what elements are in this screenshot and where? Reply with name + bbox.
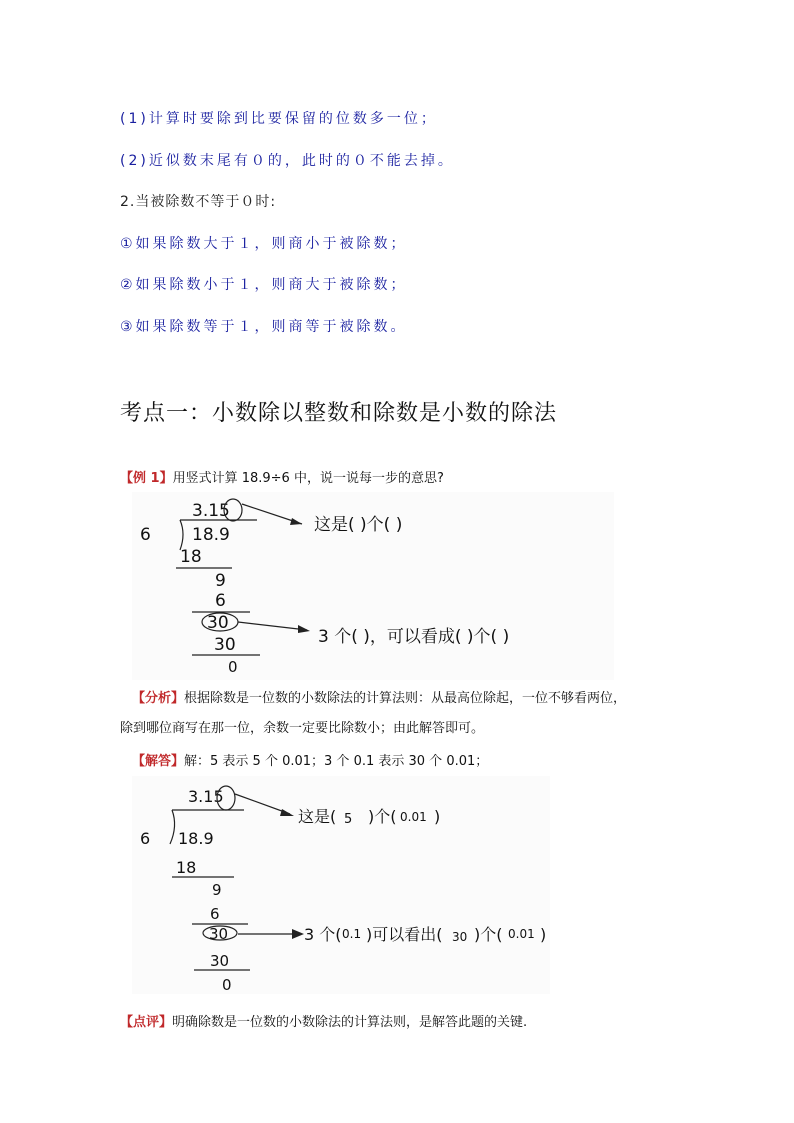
fig2-fill-01: 0.1 <box>342 927 362 941</box>
analysis-line-1 <box>132 687 626 706</box>
fig1-quotient: 3.15 <box>192 501 230 521</box>
fig2-fill-30: 30 <box>452 930 468 944</box>
note-line-4: ①如果除数大于１，则商小于被除数； <box>120 236 408 252</box>
fig1-dividend: 18.9 <box>192 525 230 545</box>
fig1-arrowhead-top <box>290 518 302 525</box>
fig1-step-5: 30 <box>214 635 236 655</box>
fig2-step-4: 30 <box>209 925 229 943</box>
comment-tag: 【点评】 <box>120 1015 173 1030</box>
answer-tag: 【解答】 <box>132 754 185 769</box>
fig1-remainder: 0 <box>228 658 238 676</box>
fig1-label-bottom: 3 个( )，可以看成( )个( ) <box>318 627 510 647</box>
fig2-label-bottom-d: ) <box>540 925 547 944</box>
fig2-quotient: 3.15 <box>188 787 224 806</box>
fig2-arrowhead-top <box>280 809 294 816</box>
fig1-arrow-bottom <box>238 622 307 630</box>
long-division-figure-1 <box>132 492 614 680</box>
analysis-tag: 【分析】 <box>132 691 185 706</box>
fig2-label-top-c: ) <box>434 807 441 826</box>
note-line-3: 2.当被除数不等于０时: <box>120 194 277 210</box>
fig2-label-bottom-b: )可以看出( <box>366 925 443 944</box>
fig2-step-2: 9 <box>212 881 222 899</box>
fig2-arrowhead-bottom <box>292 929 304 939</box>
long-division-figure-2 <box>132 776 550 994</box>
fig2-fill-001-b: 0.01 <box>508 927 535 941</box>
note-line-1: (1)计算时要除到比要保留的位数多一位； <box>120 111 438 127</box>
note-line-2: (2)近似数末尾有０的，此时的０不能去掉。 <box>120 153 455 169</box>
fig1-step-4: 30 <box>207 613 229 633</box>
fig2-fill-001-a: 0.01 <box>400 810 427 824</box>
fig2-step-3: 6 <box>210 905 220 923</box>
fig2-bracket-curve <box>170 810 175 844</box>
fig2-divisor: 6 <box>140 829 151 848</box>
analysis-line-2: 除到哪位商写在那一位，余数一定要比除数小；由此解答即可。 <box>120 721 485 736</box>
fig1-arrowhead-bottom <box>298 625 310 633</box>
section-heading: 考点一：小数除以整数和除数是小数的除法 <box>120 401 558 426</box>
fig2-label-top-b: )个( <box>368 807 397 826</box>
example-question <box>120 467 444 486</box>
fig1-step-1: 18 <box>180 547 202 567</box>
fig1-label-top: 这是( )个( ) <box>314 515 403 535</box>
example-question-text: 用竖式计算 18.9÷6 中，说一说每一步的意思? <box>172 471 444 486</box>
fig2-dividend: 18.9 <box>178 829 214 848</box>
fig1-step-2: 9 <box>215 571 226 591</box>
example-tag: 【例 1】 <box>120 471 173 486</box>
fig2-step-1: 18 <box>176 858 197 877</box>
comment-text: 明确除数是一位数的小数除法的计算法则，是解答此题的关键. <box>172 1015 528 1030</box>
fig2-label-top-a: 这是( <box>298 807 337 826</box>
fig2-step-5: 30 <box>210 952 230 970</box>
note-line-6: ③如果除数等于１，则商等于被除数。 <box>120 319 408 335</box>
fig1-bracket-curve <box>180 520 183 550</box>
answer-line <box>132 750 488 769</box>
answer-text: 解：5 表示 5 个 0.01；3 个 0.1 表示 30 个 0.01； <box>184 754 489 769</box>
fig2-label-bottom-a: 3 个( <box>304 925 342 944</box>
fig2-label-bottom-c: )个( <box>474 925 503 944</box>
note-line-5: ②如果除数小于１，则商大于被除数； <box>120 277 408 293</box>
analysis-line-1-text: 根据除数是一位数的小数除法的计算法则：从最高位除起，一位不够看两位， <box>184 691 627 706</box>
fig2-remainder: 0 <box>222 976 232 994</box>
comment-line <box>120 1011 527 1030</box>
fig2-fill-5: 5 <box>344 812 353 827</box>
fig1-divisor: 6 <box>140 525 151 545</box>
fig1-step-3: 6 <box>215 591 226 611</box>
